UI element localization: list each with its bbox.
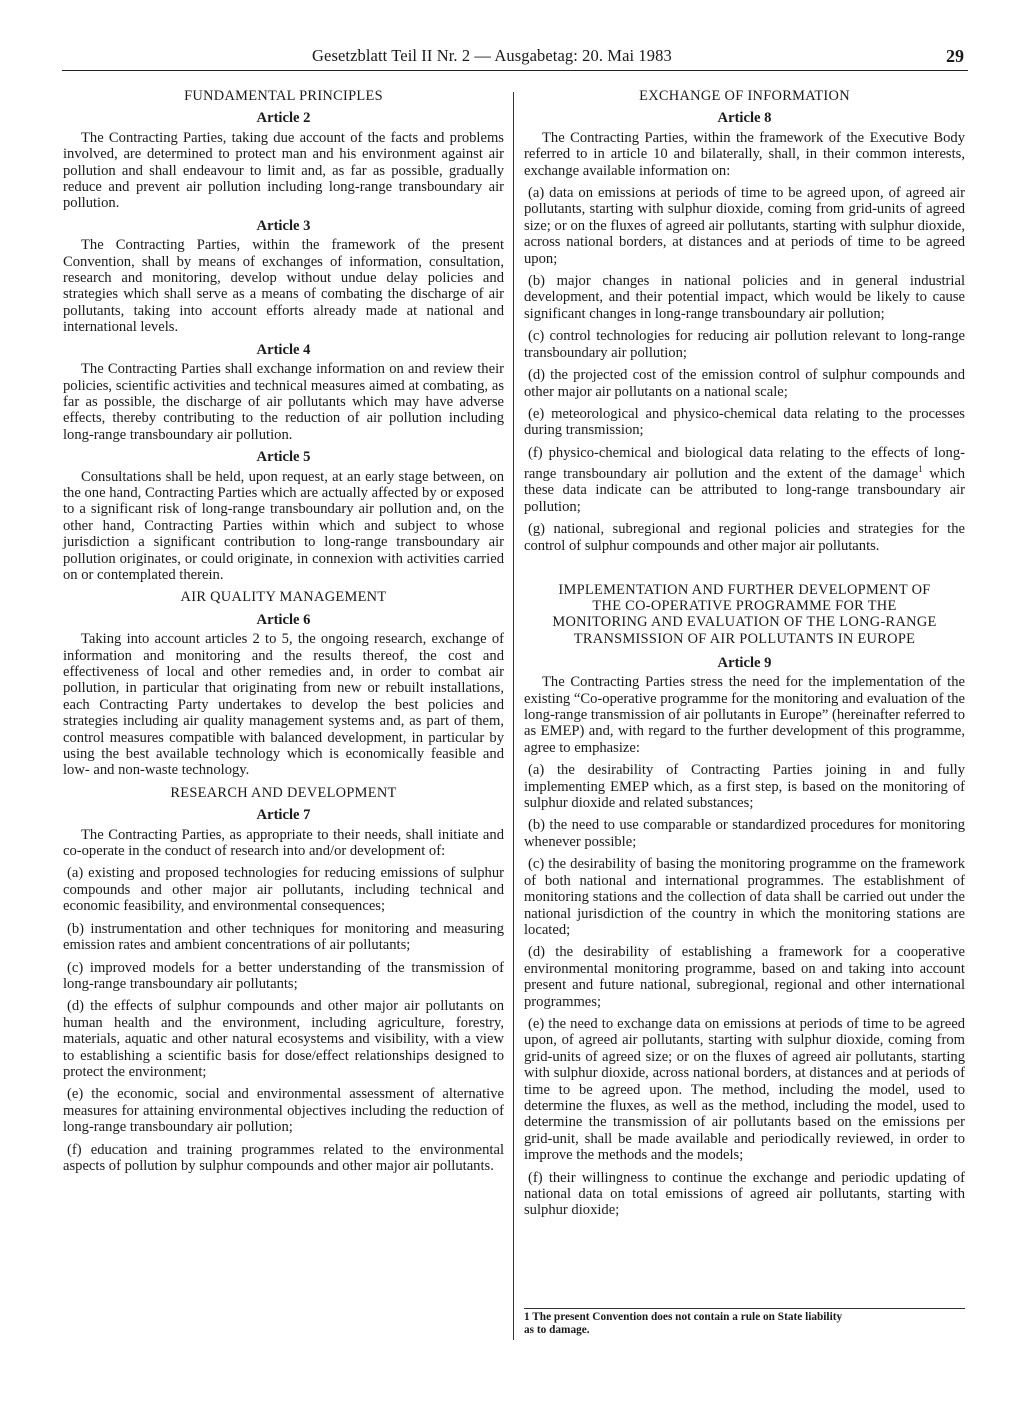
article-paragraph: The Contracting Parties, within the framework of the Executive Body referred to in article 10 and bilaterally, shall, in their common interests, exchange available information on: — [524, 129, 965, 179]
list-item-text: which these data indicate can be attributed to long-range transboundary air pollution; — [524, 465, 965, 515]
column-divider — [513, 92, 514, 1340]
list-item: (d) the projected cost of the emission control of sulphur compounds and other major air pollutants on a national scale; — [524, 367, 965, 400]
list-item: (e) meteorological and physico-chemical data relating to the processes during transmission; — [524, 405, 965, 439]
page-header — [62, 46, 968, 71]
article-paragraph: The Contracting Parties, taking due account of the facts and problems involved, are determined to protect man and his environment against air pollution and shall endeavour to limit and, as far as possible, gradually reduce and prevent air pollution including long-range transboundary air pollution. — [63, 129, 504, 212]
list-item: (d) the desirability of establishing a framework for a cooperative environmental monitoring programme, based on and taking into account present and future national, subregional, regional and other international programmes; — [524, 944, 965, 1010]
list-item: (b) major changes in national policies and in general industrial development, and their potential impact, which would be likely to cause significant changes in long-range transboundary air pollution; — [524, 273, 965, 322]
list-item: (d) the effects of sulphur compounds and other major air pollutants on human health and the environment, including agriculture, forestry, materials, aquatic and other natural ecosystems and visibility, with a view to establishing a scientific basis for dose/effect relationships designed to protect the environment; — [63, 998, 504, 1080]
article-paragraph: The Contracting Parties shall exchange information on and review their policies, scientific activities and technical measures aimed at combating, as far as possible, the discharge of air pollutants which may have adverse effects, thereby contributing to the reduction of air pollution including long-range transboundary air pollution. — [63, 361, 504, 443]
list-item: (e) the need to exchange data on emissions at periods of time to be agreed upon, of agreed air pollutants, starting with sulphur dioxide, coming from grid-units of agreed size; or on the fluxes of agreed air pollutants, starting with sulphur dioxide, across national borders, at distances and at periods of time to be agreed upon. The method, including the model, used to determine the fluxes, as well as the method, including the model, used to determine the transmission of air pollutants based on the emissions per grid-unit, shall be made available and periodically reviewed, in order to improve the methods and the models; — [524, 1015, 965, 1164]
list-item: (f) their willingness to continue the exchange and periodic updating of national data on total emissions of agreed air pollutants, starting with sulphur dioxide; — [524, 1169, 965, 1219]
list-item: (c) the desirability of basing the monitoring programme on the framework of both national and international programmes. The establishment of monitoring stations and the collection of data shall be carried out under the national jurisdiction of the country in which the monitoring stations are located; — [524, 856, 965, 938]
article-title: Article 9 — [717, 654, 772, 671]
footnote-line: 1 The present Convention does not contain a rule on State liability — [524, 1311, 843, 1323]
article-paragraph: The Contracting Parties, as appropriate to their needs, shall initiate and co-operate in the conduct of research into and/or development of: — [63, 826, 504, 860]
section-heading: RESEARCH AND DEVELOPMENT — [170, 784, 397, 801]
page-number: 29 — [946, 46, 964, 66]
article-title: Article 3 — [256, 217, 311, 234]
section-heading: AIR QUALITY MANAGEMENT — [180, 589, 387, 606]
heading-line: IMPLEMENTATION AND FURTHER DEVELOPMENT OF — [558, 582, 931, 599]
article-title: Article 5 — [256, 449, 311, 466]
heading-line: TRANSMISSION OF AIR POLLUTANTS IN EUROPE — [573, 630, 916, 647]
left-column — [63, 86, 504, 1180]
article-title: Article 7 — [256, 807, 311, 824]
list-item: (f) education and training programmes related to the environmental aspects of pollution by sulphur compounds and other major air pollutants. — [63, 1141, 504, 1174]
list-item: (a) existing and proposed technologies for reducing emissions of sulphur compounds and other major air pollutants, including technical and economic feasibility, and environmental consequences; — [63, 865, 504, 915]
article-paragraph: The Contracting Parties stress the need for the implementation of the existing “Co-operative programme for the monitoring and evaluation of the long-range transmission of air pollutants in Europe” (hereinafter referred to as EMEP) and, with regard to the further development of this programme, agree to emphasize: — [524, 674, 965, 756]
list-item: (a) data on emissions at periods of time to be agreed upon, of agreed air pollutants, starting with sulphur dioxide, coming from grid-units of agreed size; or on the fluxes of agreed air pollutants, starting with sulphur dioxide, across national borders, at distances and at periods of time to be agreed upon; — [524, 185, 965, 267]
list-item: (c) control technologies for reducing air pollution relevant to long-range transboundary air pollution; — [524, 328, 965, 361]
article-title: Article 8 — [717, 110, 772, 127]
list-item: (a) the desirability of Contracting Parties joining in and fully implementing EMEP which, as a first step, is based on the monitoring of sulphur dioxide and related substances; — [524, 762, 965, 812]
list-item-text: (f) physico-chemical and biological data relating to the effects of long-range transboundary air pollution and the extent of the damage — [524, 444, 965, 482]
list-item — [524, 445, 965, 515]
footnote-line: as to damage. — [524, 1323, 590, 1336]
section-heading: EXCHANGE OF INFORMATION — [639, 88, 850, 104]
header-title: Gesetzblatt Teil II Nr. 2 — Ausgabetag: 20. Mai 1983 — [312, 46, 672, 65]
article-paragraph: The Contracting Parties, within the framework of the present Convention, shall by means of exchanges of information, consultation, research and monitoring, develop without undue delay policies and strategies which shall serve as a means of combating the discharge of air pollutants, taking into account efforts already made at national and international levels. — [63, 237, 504, 336]
section-heading — [524, 582, 965, 647]
article-paragraph: Taking into account articles 2 to 5, the ongoing research, exchange of information and monitoring and the results thereof, the cost and effectiveness of local and other remedies and, in order to combat air pollution, in particular that originating from new or rebuilt installations, each Contracting Party undertakes to develop the best policies and strategies including air quality management systems and, as part of them, control measures compatible with balanced development, in particular by using the best available technology which is economically feasible and low- and non-waste technology. — [63, 631, 504, 779]
footnote-marker: 1 — [918, 464, 923, 475]
list-item: (e) the economic, social and environmental assessment of alternative measures for attaining environmental objectives including the reduction of long-range transboundary air pollution; — [63, 1086, 504, 1136]
list-item: (b) instrumentation and other techniques for monitoring and measuring emission rates and ambient concentrations of air pollutants; — [63, 920, 504, 954]
list-item: (b) the need to use comparable or standardized procedures for monitoring whenever possible; — [524, 817, 965, 850]
heading-line: MONITORING AND EVALUATION OF THE LONG-RANGE — [552, 614, 937, 631]
list-item: (g) national, subregional and regional policies and strategies for the control of sulphur compounds and other major air pollutants. — [524, 521, 965, 554]
heading-line: THE CO-OPERATIVE PROGRAMME FOR THE — [592, 598, 897, 615]
footnote — [524, 1308, 965, 1336]
section-heading: FUNDAMENTAL PRINCIPLES — [184, 88, 383, 104]
list-item: (c) improved models for a better understanding of the transmission of long-range transboundary air pollutants; — [63, 959, 504, 992]
right-column — [524, 86, 965, 1225]
article-title: Article 6 — [256, 611, 311, 628]
article-paragraph: Consultations shall be held, upon request, at an early stage between, on the one hand, Contracting Parties which are actually affected by or exposed to a significant risk of long-range transboundary air pollution and, on the other hand, Contracting Parties within which and subject to whose jurisdiction a significant contribution to long-range transboundary air pollution originates, or could originate, in connexion with activities carried on or contemplated therein. — [63, 468, 504, 583]
article-title: Article 2 — [256, 110, 311, 127]
article-title: Article 4 — [256, 341, 311, 358]
